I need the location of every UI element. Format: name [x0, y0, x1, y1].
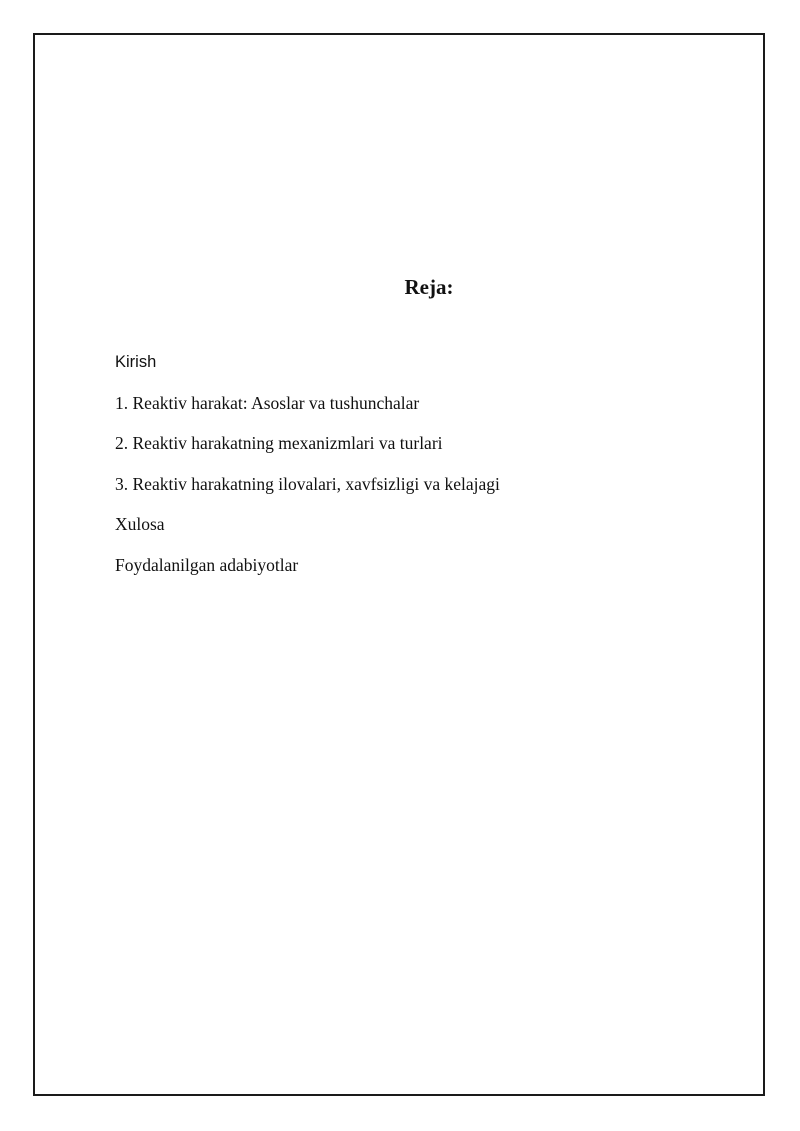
toc-item-chapter-1: 1. Reaktiv harakat: Asoslar va tushunchalar	[115, 392, 420, 413]
document-title: Reja:	[404, 275, 454, 299]
toc-item-references: Foydalanilgan adabiyotlar	[115, 554, 299, 575]
table-of-contents	[115, 350, 500, 593]
toc-item-intro: Kirish	[115, 353, 157, 371]
toc-item-chapter-2: 2. Reaktiv harakatning mexanizmlari va turlari	[115, 433, 443, 453]
toc-item-conclusion: Xulosa	[115, 514, 165, 534]
toc-item-chapter-3: 3. Reaktiv harakatning ilovalari, xavfsizligi va kelajagi	[115, 473, 500, 494]
